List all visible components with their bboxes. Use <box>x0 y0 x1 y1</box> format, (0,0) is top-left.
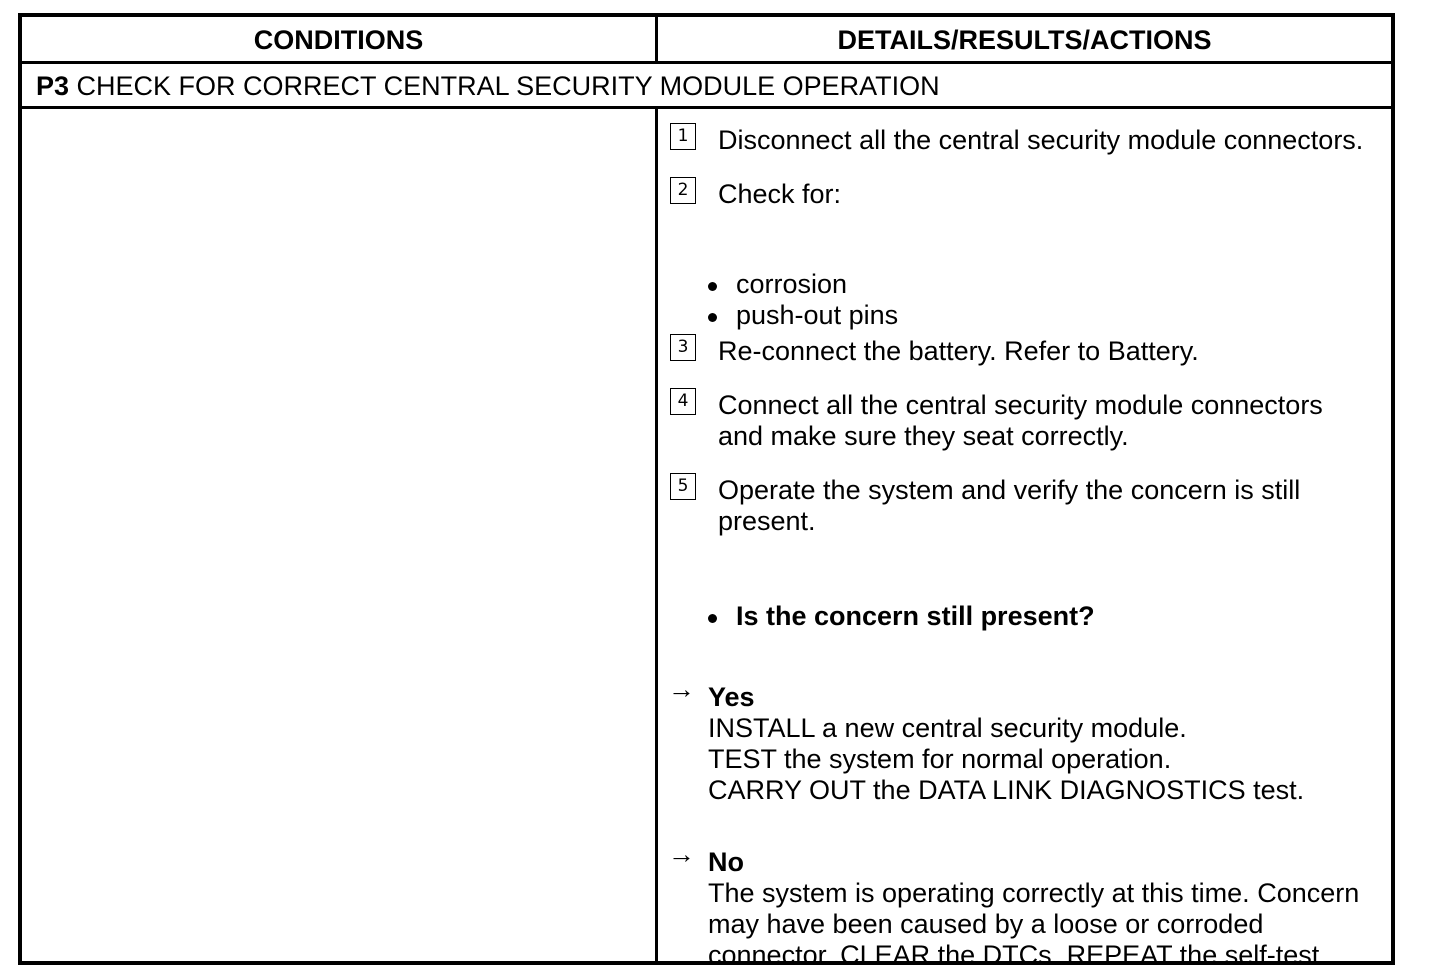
step-line: Connect all the central security module connectors <box>718 390 1323 420</box>
answer-line: INSTALL a new central security module. <box>708 713 1187 743</box>
step-line: and make sure they seat correctly. <box>718 421 1129 451</box>
step-text <box>718 179 841 210</box>
step-line: Re-connect the battery. Refer to Battery. <box>718 336 1199 366</box>
step-line: present. <box>718 506 816 536</box>
step-line: Check for: <box>718 179 842 209</box>
step-text <box>718 390 1323 452</box>
answer-no-label: No <box>708 847 744 877</box>
header-divider <box>22 61 1391 64</box>
answer-line: TEST the system for normal operation. <box>708 744 1172 774</box>
bullet-dot <box>708 614 717 623</box>
step-number-box: 4 <box>670 388 696 415</box>
step-text <box>718 475 1300 537</box>
check-item-text: corrosion <box>736 269 848 299</box>
step-number-box: 2 <box>670 177 696 204</box>
section-title: CHECK FOR CORRECT CENTRAL SECURITY MODULE OPERATION <box>76 71 940 101</box>
bullet-dot <box>708 282 717 291</box>
no-arrow-icon: → <box>668 839 695 869</box>
yes-arrow-icon: → <box>668 674 695 704</box>
answer-line: CARRY OUT the DATA LINK DIAGNOSTICS test. <box>708 775 1305 805</box>
bullet-dot <box>708 313 717 322</box>
step-number-box: 1 <box>670 123 696 150</box>
answer-line: The system is operating correctly at this time. Concern <box>708 878 1360 908</box>
check-item-text: push-out pins <box>736 300 899 330</box>
answer-yes <box>708 682 1304 806</box>
actions-cell <box>658 109 1391 970</box>
diagnostic-table <box>18 13 1395 970</box>
answer-line: connector. CLEAR the DTCs. REPEAT the self-test. <box>708 940 1327 970</box>
step-number-box: 3 <box>670 334 696 361</box>
section-code: P3 <box>36 71 70 101</box>
actions-header: DETAILS/RESULTS/ACTIONS <box>837 25 1212 55</box>
step-text <box>718 336 1199 367</box>
question-text: Is the concern still present? <box>736 601 1095 631</box>
section-title-row <box>36 69 940 103</box>
step-number-box: 5 <box>670 473 696 500</box>
conditions-header: CONDITIONS <box>253 25 424 55</box>
step-line: Disconnect all the central security module connectors. <box>718 125 1364 155</box>
step-text <box>718 125 1363 156</box>
answer-line: may have been caused by a loose or corroded <box>708 909 1264 939</box>
step-line: Operate the system and verify the concern is still <box>718 475 1301 505</box>
answer-yes-label: Yes <box>708 682 755 712</box>
answer-no <box>708 847 1359 971</box>
